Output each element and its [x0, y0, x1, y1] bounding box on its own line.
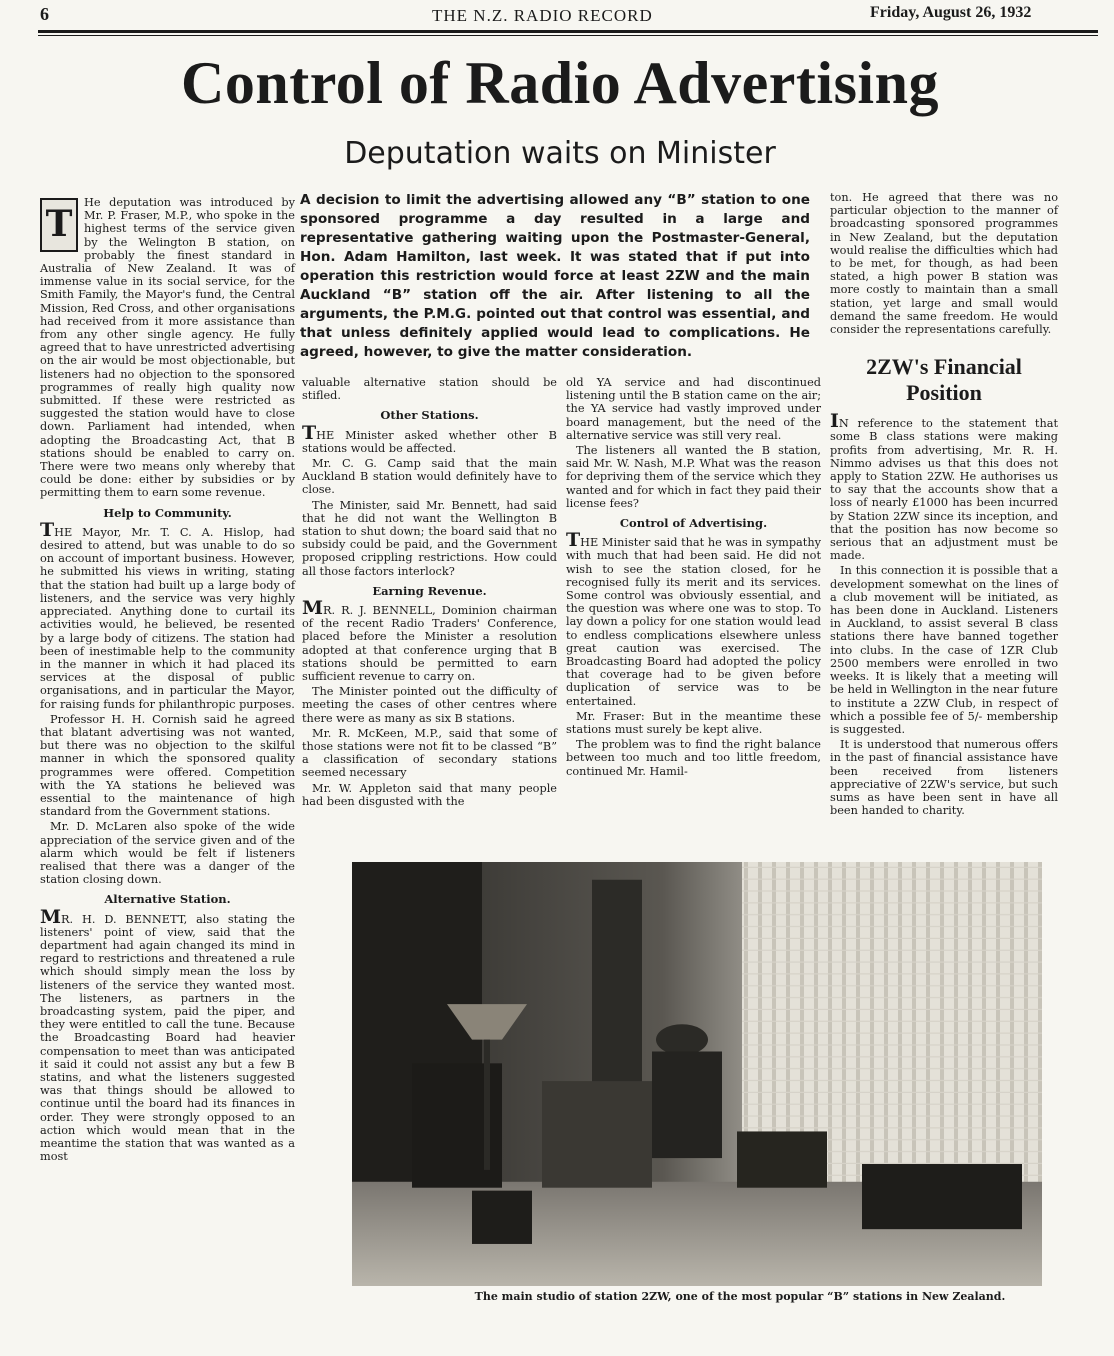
paragraph: THE Minister asked whether other B stations would be affected.: [302, 421, 557, 455]
subheadline: Deputation waits on Minister: [344, 136, 776, 171]
paragraph: T He deputation was introduced by Mr. P. Fraser, M.P., who spoke in the highest terms of the service given by the Welington B station, on probably the finest standard in Australia of New Zealand. It was of immense value in its social service, for the Smith Family, the Mayor's fund, the Central Mission, Red Cross, and other organisations had received from it more assistance than from any other single agency. He fully agreed that to have unrestricted advertising on the air would be most objectionable, but listeners had no objection to the sponsored programmes of really high quality now submitted. If these were restricted as suggested the station would have to close down. Parliament had intended, when adopting the Broadcasting Act, that B stations should be enabled to carry on. There were two means only whereby that could be done: either by subsidies or by permitting them to earn some revenue.: [40, 196, 295, 500]
paragraph: Mr. R. McKeen, M.P., said that some of those stations were not fit to be classed “B” a classification of secondary stations seemed necessary: [302, 726, 557, 780]
paragraph: Mr. W. Appleton said that many people had been disgusted with the: [302, 781, 557, 808]
paragraph: Mr. D. McLaren also spoke of the wide appreciation of the service given and of the alarm which would be felt if listeners realised that there was a danger of the station closing down.: [40, 820, 295, 887]
intro-paragraph: A decision to limit the advertising allowed any “B” station to one sponsored programme a day resulted in a large and representative gathering waiting upon the Postmaster-General, Hon. Adam Hamilton, last week. It was stated that if put into operation this restriction would force at least 2ZW and the main Auckland “B” station off the air. After listening to all the arguments, the P.M.G. pointed out that control was essential, and that unless definitely applied would lead to complications. He agreed, however, to give the matter consideration.: [300, 192, 810, 360]
paragraph: old YA service and had discontinued listening until the B station came on the air; the YA service had vastly improved under board management, but the need of the alternative service was still very real.: [566, 376, 821, 442]
paragraph: Professor H. H. Cornish said he agreed that blatant advertising was not wanted, but there was no objection to the skilful manner in which the sponsored quality programmes were offered. Competition with the YA stations he believed was essential to the maintenance of high standard from the Government stations.: [40, 712, 295, 819]
paragraph: MR. R. J. BENNELL, Dominion chairman of the recent Radio Traders' Conference, placed before the Minister a resolution adopted at that conference urging that B stations should be permitted to earn sufficient revenue to carry on.: [302, 597, 557, 684]
paragraph: THE Minister said that he was in sympathy with much that had been said. He did not wish to see the station closed, for he recognised fully its merit and its services. Some control was obviously essential, and the question was where one was to stop. To lay down a policy for one station would lead to endless complications elsewhere unless great caution was exercised. The Broadcasting Board had adopted the policy that coverage had to be given before duplication of service was to be entertained.: [566, 529, 821, 708]
paragraph: The Minister, said Mr. Bennett, had said that he did not want the Wellington B station to shut down; the board said that no subsidy could be paid, and the Government proposed crippling restrictions. How could all those factors interlock?: [302, 498, 557, 578]
masthead-rule-thin: [38, 35, 1098, 36]
article-column-1: [40, 196, 295, 1165]
masthead: [40, 4, 1100, 28]
section-heading-large: 2ZW's Financial Position: [866, 354, 1022, 406]
studio-photo-drawing: [352, 862, 1042, 1286]
article-column-4: [830, 191, 1058, 819]
publication-title: THE N.Z. RADIO RECORD: [432, 6, 653, 25]
paragraph: Mr. C. G. Camp said that the main Auckland B station would definitely have to close.: [302, 457, 557, 497]
headline: Control of Radio Advertising: [181, 50, 939, 116]
article-column-2: [302, 376, 557, 810]
paragraph: Mr. Fraser: But in the meantime these stations must surely be kept alive.: [566, 709, 821, 737]
section-heading: Earning Revenue.: [372, 583, 487, 598]
paragraph: MR. H. D. BENNETT, also stating the listeners' point of view, said that the department had again changed its mind in regard to restrictions and threatened a rule which should simply mean the loss by listeners of the service they wanted most. The listeners, as partners in the broadcasting system, paid the piper, and they were entitled to call the tune. Because the Broadcasting Board had heavier compensation to meet than was anticipated it said it could not assist any but a few B statins, and what the listeners suggested was that things should be allowed to continue until the board had its finances in order. They were strongly opposed to an action which would mean that in the meantime the station that was wanted as a most: [40, 905, 295, 1164]
paragraph: THE Mayor, Mr. T. C. A. Hislop, had desired to attend, but was unable to do so on account of important business. However, he submitted his views in writing, stating that the station had built up a large body of listeners, and the service was very highly appreciated. Anything done to curtail its activities would, he believed, be resented by a large body of citizens. The station had been of inestimable help to the community in the manner in which it had placed its services at the disposal of public organisations, and in particular the Mayor, for raising funds for philanthropic purposes.: [40, 518, 295, 711]
paragraph: It is understood that numerous offers in the past of financial assistance have been received from listeners appreciative of 2ZW's service, but such sums as have been sent in have all been handed to charity.: [830, 738, 1058, 818]
paragraph: valuable alternative station should be stifled.: [302, 376, 557, 403]
studio-photograph: [352, 862, 1042, 1286]
issue-date: Friday, August 26, 1932: [870, 4, 1032, 21]
masthead-rule: [38, 30, 1098, 33]
section-heading: Alternative Station.: [104, 892, 231, 907]
section-heading: Control of Advertising.: [619, 516, 768, 531]
paragraph: In this connection it is possible that a development somewhat on the lines of a club movement will be initiated, as has been done in Auckland. Listeners in Auckland, to assist several B class stations there have banned together into clubs. In the case of 1ZR Club 2500 members were enrolled in two weeks. It is likely that a meeting will be held in Wellington in the near future to institute a 2ZW Club, in respect of which a possible fee of 5/- membership is suggested.: [830, 564, 1058, 736]
paragraph: The problem was to find the right balance between too much and too little freedom, continued Mr. Hamil-: [566, 738, 821, 778]
paragraph: IN reference to the statement that some B class stations were making profits from advertising, Mr. R. H. Nimmo advises us that this does not apply to Station 2ZW. He authorises us to say that the accounts show that a loss of nearly £1000 has been incurred by Station 2ZW since its inception, and that the position has now become so serious that an adjustment must be made.: [830, 410, 1058, 563]
article-column-3: [566, 376, 821, 780]
page-number: 6: [40, 4, 49, 24]
paragraph: The Minister pointed out the difficulty of meeting the cases of other centres where there were as many as six B stations.: [302, 685, 557, 725]
section-heading: Help to Community.: [103, 505, 232, 520]
photo-caption: The main studio of station 2ZW, one of the most popular “B” stations in New Zealand.: [474, 1290, 1006, 1303]
section-heading: Other Stations.: [380, 408, 479, 423]
paragraph: ton. He agreed that there was no particular objection to the manner of broadcasting sponsored programmes in New Zealand, but the deputation would realise the difficulties which had to be met, for though, as had been stated, a high power B station was more costly to maintain than a small station, yet large and small would demand the same freedom. He would consider the representations carefully.: [830, 191, 1058, 337]
ornamental-dropcap: T: [40, 198, 78, 252]
paragraph: The listeners all wanted the B station, said Mr. W. Nash, M.P. What was the reason for depriving them of the service which they wanted and for which in fact they paid their license fees?: [566, 444, 821, 510]
